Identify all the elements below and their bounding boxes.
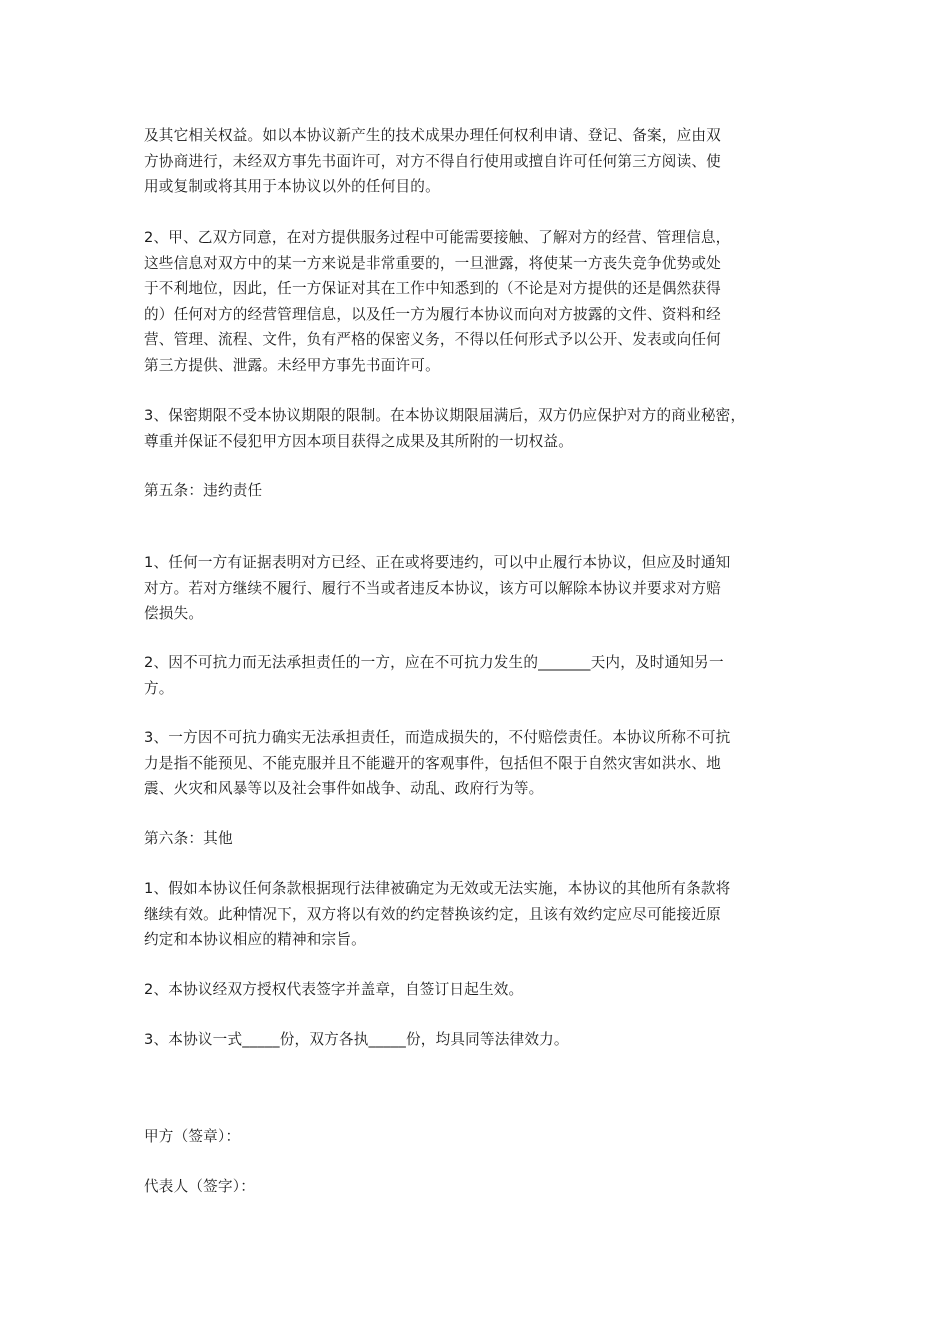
paragraph-other-clause-1: 1、假如本协议任何条款根据现行法律被确定为无效或无法实施，本协议的其他所有条款将 继续有效。此种情况下，双方将以有效的约定替换该约定，且该有效约定应尽可能接近原 约定和本协议相应的精神和宗旨。 — [144, 880, 731, 948]
paragraph-breach-clause-3: 3、一方因不可抗力确实无法承担责任，而造成损失的，不付赔偿责任。本协议所称不可抗 力是指不能预见、不能克服并且不能避开的客观事件，包括但不限于自然灾害如洪水、地 震、火灾和风暴等以及社会事件如战争、动乱、政府行为等。 — [144, 729, 731, 797]
paragraph-confidentiality-clause-2: 2、甲、乙双方同意，在对方提供服务过程中可能需要接触、了解对方的经营、管理信息， 这些信息对双方中的某一方来说是非常重要的，一旦泄露，将使某一方丧失竞争优势或处 于不利地位，因此，任一方保证对其在工作中知悉到的（不论是对方提供的还是偶然获得 的）任何对方的经营管理信息，以及任一方为履行本协议而向对方披露的文件、资料和经 营、管理、流程、文件，负有严格的保密义务，不得以任何形式予以公开、发表或向任何 第三方提供、泄露。未经甲方事先书面许可。 — [144, 229, 731, 374]
paragraph-rights-continuation: 及其它相关权益。如以本协议新产生的技术成果办理任何权利申请、登记、备案，应由双 方协商进行，未经双方事先书面许可，对方不得自行使用或擅自许可任何第三方阅读、使 用或复制或将其用于本协议以外的任何目的。 — [144, 127, 721, 195]
paragraph-other-clause-3: 3、本协议一式_____份，双方各执_____份，均具同等法律效力。 — [144, 1031, 569, 1048]
article-6-heading: 第六条：其他 — [144, 830, 233, 847]
article-5-heading: 第五条：违约责任 — [144, 482, 263, 499]
paragraph-other-clause-2: 2、本协议经双方授权代表签字并盖章，自签订日起生效。 — [144, 981, 524, 998]
paragraph-breach-clause-2: 2、因不可抗力而无法承担责任的一方，应在不可抗力发生的_______天内，及时通知另一 方。 — [144, 654, 724, 697]
representative-signature-label: 代表人（签字）： — [144, 1178, 256, 1195]
party-a-seal-label: 甲方（签章）： — [144, 1128, 241, 1145]
paragraph-confidentiality-clause-3: 3、保密期限不受本协议期限的限制。在本协议期限届满后，双方仍应保护对方的商业秘密， 尊重并保证不侵犯甲方因本项目获得之成果及其所附的一切权益。 — [144, 407, 746, 450]
paragraph-breach-clause-1: 1、任何一方有证据表明对方已经、正在或将要违约，可以中止履行本协议，但应及时通知 对方。若对方继续不履行、履行不当或者违反本协议，该方可以解除本协议并要求对方赔 偿损失。 — [144, 554, 731, 622]
